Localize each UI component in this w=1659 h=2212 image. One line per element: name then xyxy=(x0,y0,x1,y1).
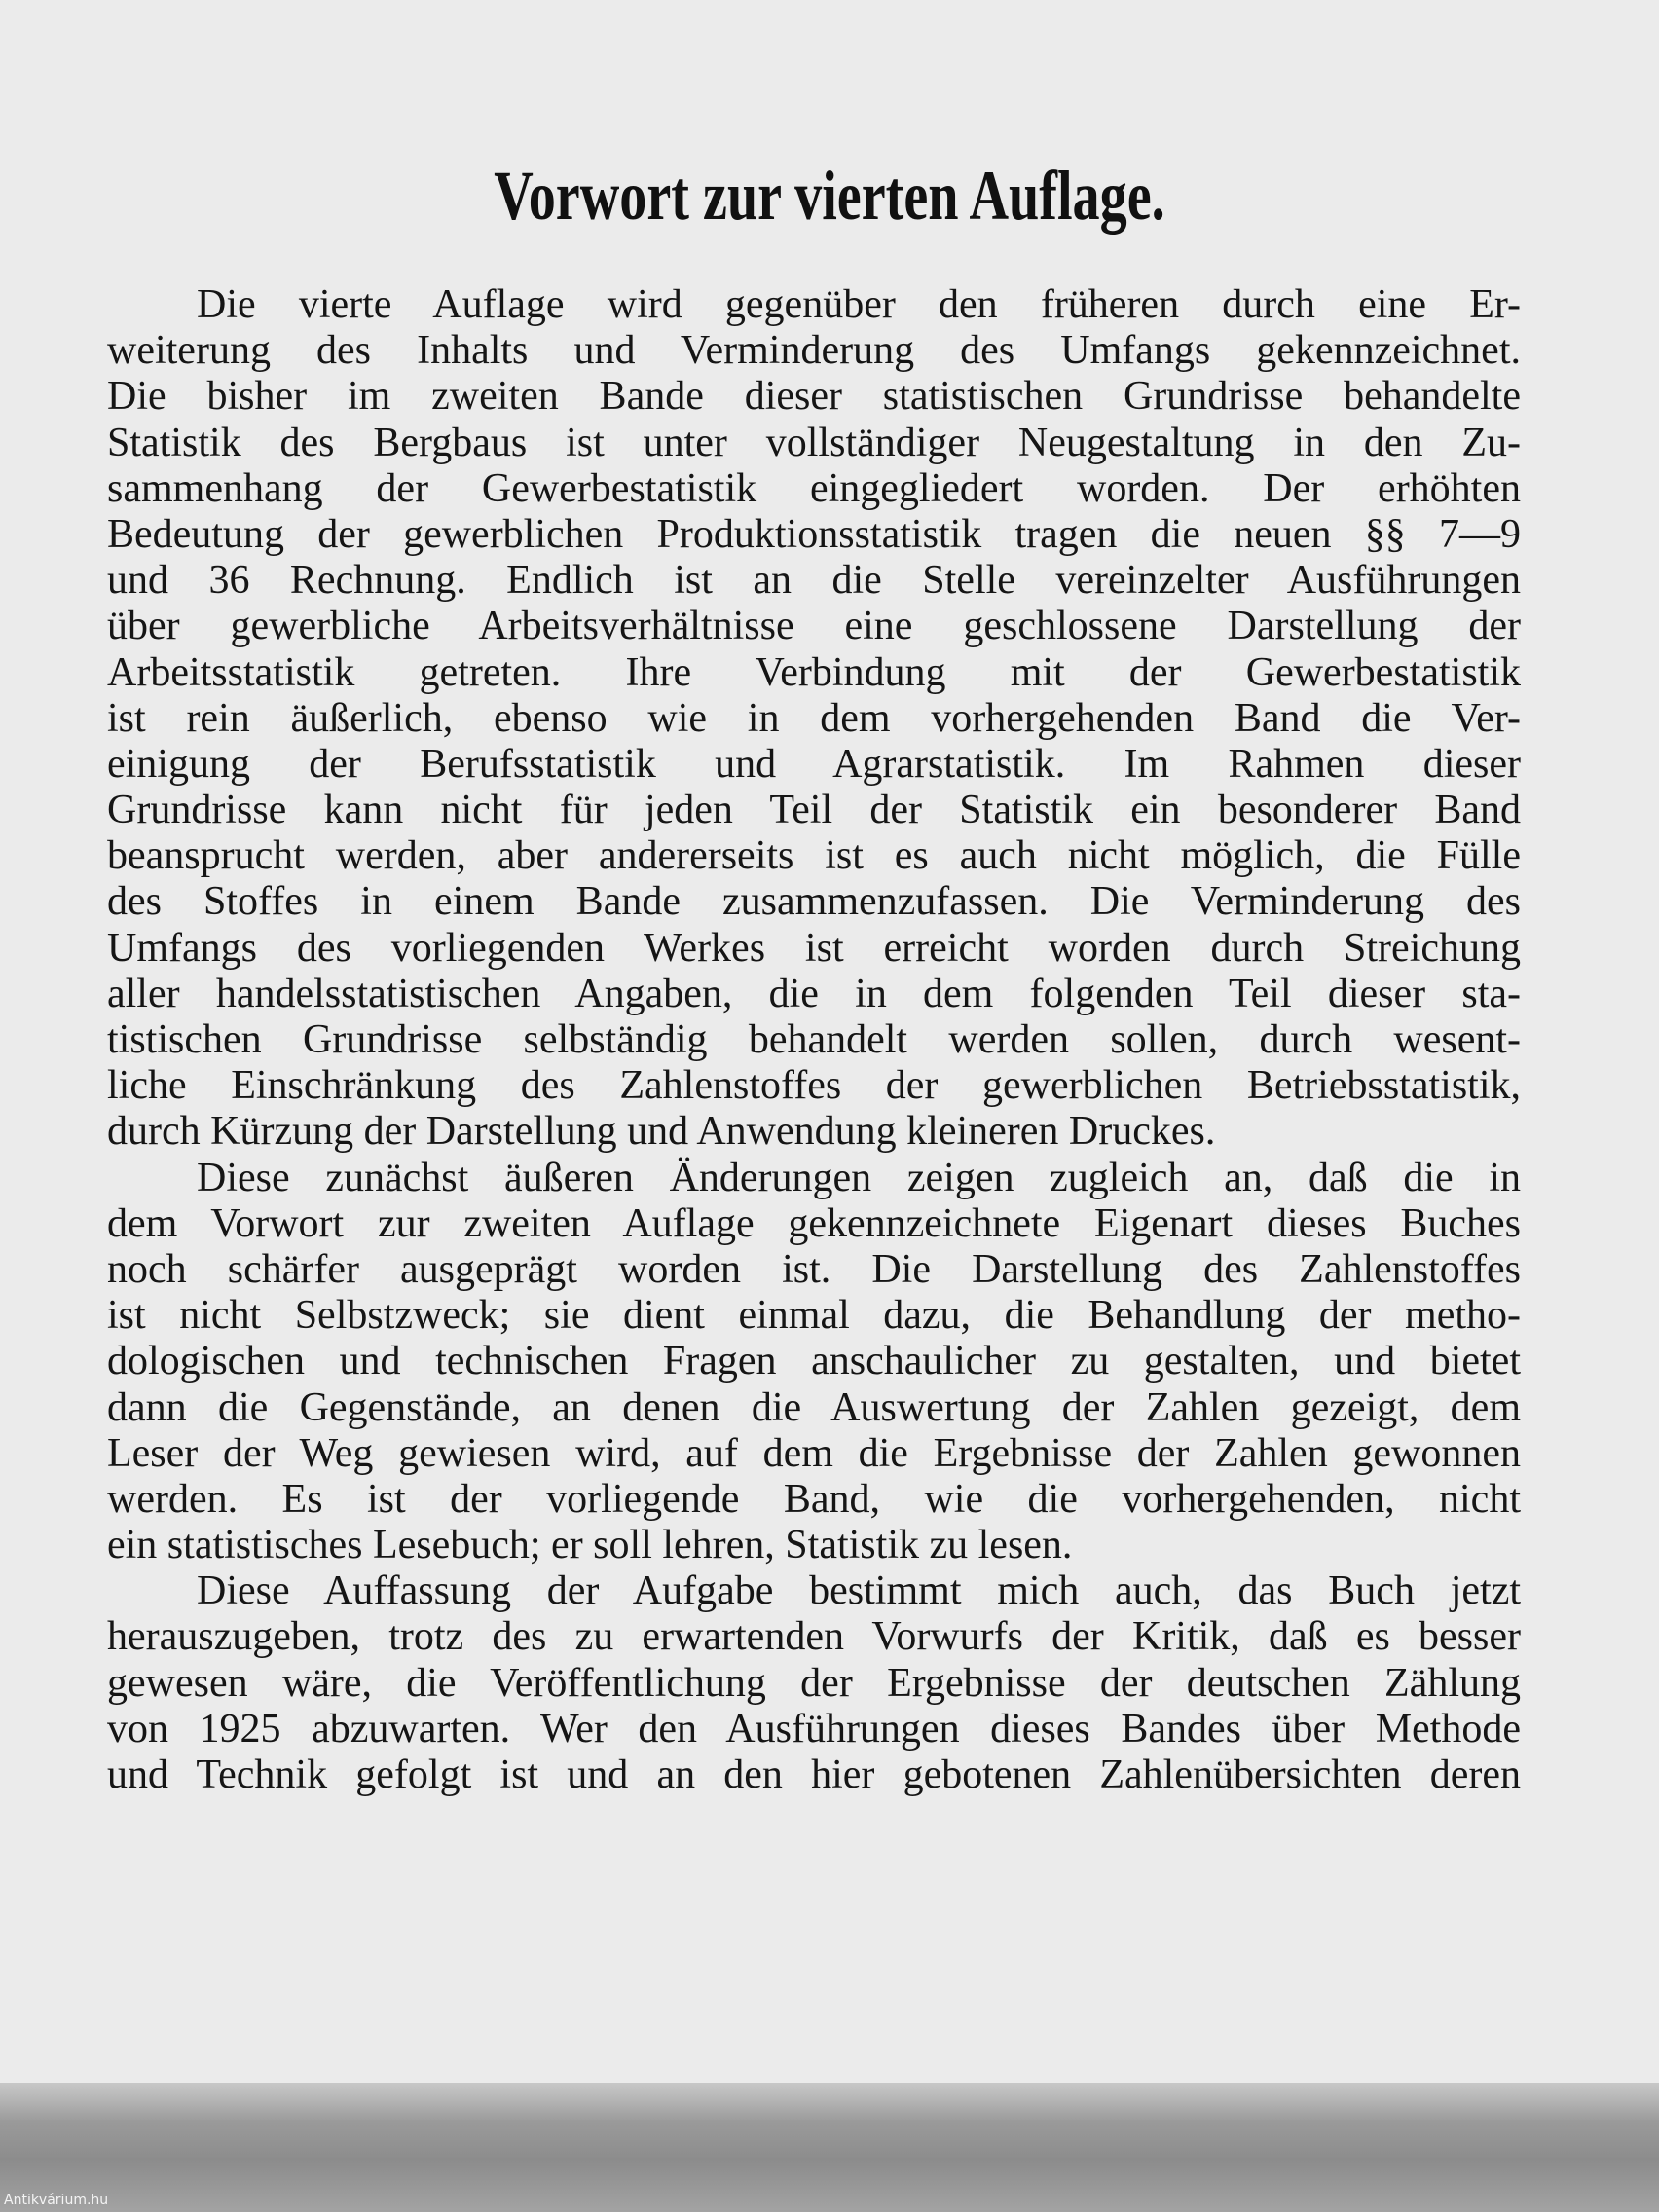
text-line: liche Einschränkung des Zahlenstoffes der gewerblichen Betriebsstatistik, xyxy=(107,1063,1521,1109)
text-line: ist nicht Selbstzweck; sie dient einmal dazu, die Behandlung der metho- xyxy=(107,1293,1521,1339)
text-line: gewesen wäre, die Veröffentlichung der Ergebnisse der deutschen Zählung xyxy=(107,1660,1521,1706)
text-line: Die bisher im zweiten Bande dieser statistischen Grundrisse behandelte xyxy=(107,374,1521,420)
page-title: Vorwort zur vierten Auflage. xyxy=(494,157,1165,235)
text-line: Diese Auffassung der Aufgabe bestimmt mich auch, das Buch jetzt xyxy=(197,1568,1521,1614)
text-line: dologischen und technischen Fragen anschaulicher zu gestalten, und bietet xyxy=(107,1339,1521,1384)
text-line: noch schärfer ausgeprägt worden ist. Die Darstellung des Zahlenstoffes xyxy=(107,1246,1521,1292)
text-line: Grundrisse kann nicht für jeden Teil der Statistik ein besonderer Band xyxy=(107,788,1521,833)
text-line: tistischen Grundrisse selbständig behandelt werden sollen, durch wesent- xyxy=(107,1017,1521,1062)
text-line: von 1925 abzuwarten. Wer den Ausführungen dieses Bandes über Methode xyxy=(107,1706,1521,1751)
text-line: ist rein äußerlich, ebenso wie in dem vorhergehenden Band die Ver- xyxy=(107,695,1521,741)
text-line: und 36 Rechnung. Endlich ist an die Stelle vereinzelter Ausführungen xyxy=(107,558,1521,604)
text-line: ein statistisches Lesebuch; er soll lehren, Statistik zu lesen. xyxy=(107,1523,1073,1568)
text-line: des Stoffes in einem Bande zusammenzufassen. Die Verminderung des xyxy=(107,879,1521,925)
text-line: Leser der Weg gewiesen wird, auf dem die Ergebnisse der Zahlen gewonnen xyxy=(107,1430,1521,1476)
text-line: sammenhang der Gewerbestatistik eingegliedert worden. Der erhöhten xyxy=(107,465,1521,511)
text-line: herauszugeben, trotz des zu erwartenden Vorwurfs der Kritik, daß es besser xyxy=(107,1614,1521,1660)
text-line: Umfangs des vorliegenden Werkes ist erreicht worden durch Streichung xyxy=(107,925,1521,971)
text-line: dem Vorwort zur zweiten Auflage gekennzeichnete Eigenart dieses Buches xyxy=(107,1200,1521,1246)
text-line: aller handelsstatistischen Angaben, die in dem folgenden Teil dieser sta- xyxy=(107,971,1521,1016)
text-line: Bedeutung der gewerblichen Produktionsstatistik tragen die neuen §§ 7—9 xyxy=(107,511,1521,557)
watermark: Antikvárium.hu xyxy=(4,2193,109,2208)
text-line: einigung der Berufsstatistik und Agrarstatistik. Im Rahmen dieser xyxy=(107,741,1521,787)
text-line: dann die Gegenstände, an denen die Auswertung der Zahlen gezeigt, dem xyxy=(107,1384,1521,1430)
text-line: und Technik gefolgt ist und an den hier gebotenen Zahlenübersichten deren xyxy=(107,1752,1521,1797)
text-line: werden. Es ist der vorliegende Band, wie die vorhergehenden, nicht xyxy=(107,1476,1521,1522)
text-line: beansprucht werden, aber andererseits ist es auch nicht möglich, die Fülle xyxy=(107,833,1521,879)
text-line: Die vierte Auflage wird gegenüber den früheren durch eine Er- xyxy=(197,282,1521,327)
body-text xyxy=(107,282,1521,1798)
text-line: Arbeitsstatistik getreten. Ihre Verbindung mit der Gewerbestatistik xyxy=(107,649,1521,695)
text-line: Statistik des Bergbaus ist unter vollständiger Neugestaltung in den Zu- xyxy=(107,420,1521,465)
page-bottom-background xyxy=(0,2083,1659,2212)
text-line: durch Kürzung der Darstellung und Anwendung kleineren Druckes. xyxy=(107,1109,1216,1155)
text-line: über gewerbliche Arbeitsverhältnisse eine geschlossene Darstellung der xyxy=(107,604,1521,649)
text-line: Diese zunächst äußeren Änderungen zeigen zugleich an, daß die in xyxy=(197,1155,1521,1200)
text-line: weiterung des Inhalts und Verminderung des Umfangs gekennzeichnet. xyxy=(107,328,1521,374)
